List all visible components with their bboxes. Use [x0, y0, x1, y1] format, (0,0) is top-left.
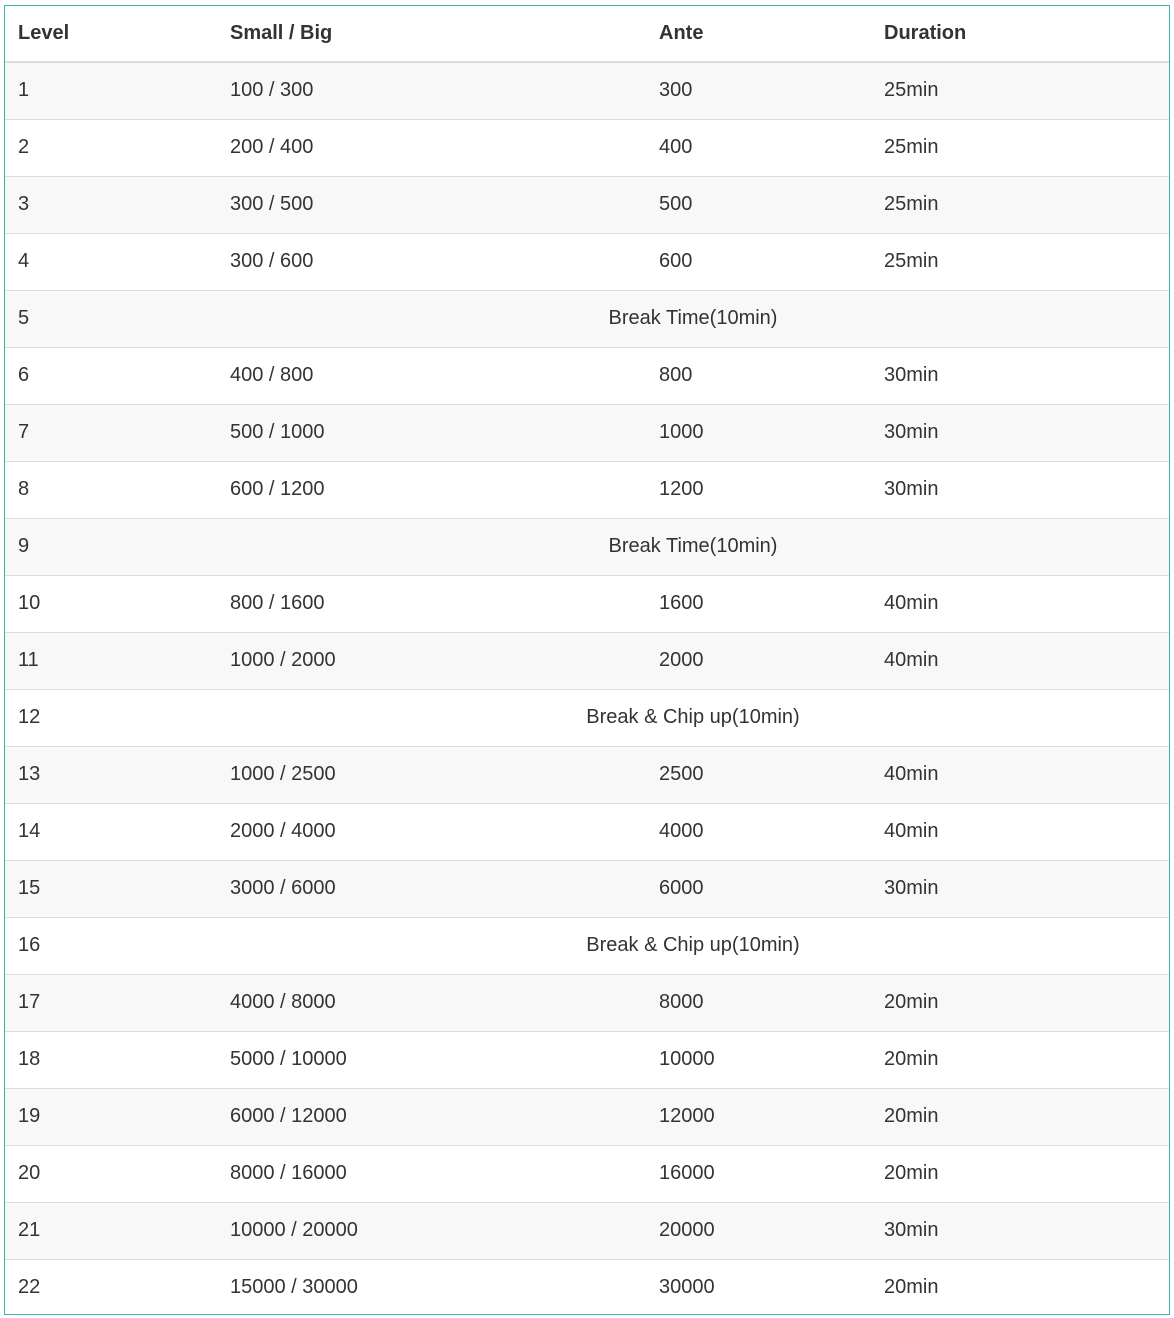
table-row [5, 974, 1169, 1031]
level-cell: 7 [18, 421, 30, 443]
ante-cell: 4000 [659, 820, 704, 842]
table-row [5, 860, 1169, 917]
blinds-cell: 1000 / 2000 [230, 649, 336, 671]
ante-cell: 1600 [659, 592, 704, 614]
duration-cell: 40min [884, 649, 939, 671]
duration-cell: 30min [884, 877, 939, 899]
table-row [5, 233, 1169, 290]
level-cell: 3 [18, 193, 30, 215]
table-header [5, 6, 1169, 62]
table-row [5, 1202, 1169, 1259]
level-cell: 16 [18, 934, 41, 956]
table-row [5, 1145, 1169, 1202]
blinds-cell: 300 / 600 [230, 250, 314, 272]
level-cell: 4 [18, 250, 30, 272]
blinds-cell: 400 / 800 [230, 364, 314, 386]
duration-cell: 20min [884, 1162, 939, 1184]
blinds-cell: 2000 / 4000 [230, 820, 336, 842]
duration-cell: 25min [884, 136, 939, 158]
break-row [5, 917, 1169, 974]
header-duration: Duration [871, 6, 1169, 62]
ante-cell: 8000 [659, 991, 704, 1013]
ante-cell: 6000 [659, 877, 704, 899]
duration-cell: 40min [884, 592, 939, 614]
blinds-cell: 500 / 1000 [230, 421, 325, 443]
level-cell: 14 [18, 820, 41, 842]
table-row [5, 347, 1169, 404]
header-small-big: Small / Big [217, 6, 646, 62]
table-row [5, 62, 1169, 119]
ante-cell: 800 [659, 364, 693, 386]
ante-cell: 16000 [659, 1162, 715, 1184]
blinds-cell: 200 / 400 [230, 136, 314, 158]
level-cell: 22 [18, 1276, 41, 1299]
ante-cell: 2000 [659, 649, 704, 671]
duration-cell: 20min [884, 1105, 939, 1127]
break-row [5, 689, 1169, 746]
blinds-cell: 800 / 1600 [230, 592, 325, 614]
ante-cell: 600 [659, 250, 693, 272]
table-row [5, 176, 1169, 233]
duration-cell: 25min [884, 79, 939, 102]
table-row [5, 1259, 1169, 1315]
blinds-cell: 3000 / 6000 [230, 877, 336, 899]
blinds-cell: 300 / 500 [230, 193, 314, 215]
break-label: Break & Chip up(10min) [586, 706, 800, 728]
break-label: Break Time(10min) [608, 535, 778, 557]
duration-cell: 25min [884, 250, 939, 272]
duration-cell: 30min [884, 364, 939, 386]
table-row [5, 119, 1169, 176]
table-row [5, 1031, 1169, 1088]
level-cell: 13 [18, 763, 41, 785]
ante-cell: 10000 [659, 1048, 715, 1070]
level-cell: 5 [18, 307, 30, 329]
ante-cell: 30000 [659, 1276, 715, 1299]
duration-cell: 40min [884, 820, 939, 842]
duration-cell: 20min [884, 1276, 939, 1299]
duration-cell: 25min [884, 193, 939, 215]
level-cell: 12 [18, 706, 41, 728]
level-cell: 2 [18, 136, 30, 158]
duration-cell: 30min [884, 421, 939, 443]
table-row [5, 632, 1169, 689]
duration-cell: 30min [884, 1219, 939, 1241]
blinds-cell: 5000 / 10000 [230, 1048, 347, 1070]
table-header-row [5, 6, 1169, 62]
ante-cell: 500 [659, 193, 693, 215]
blind-structure-table [5, 6, 1169, 1315]
level-cell: 8 [18, 478, 30, 500]
ante-cell: 300 [659, 79, 693, 102]
header-ante: Ante [646, 6, 871, 62]
blind-structure-table-container [4, 5, 1170, 1315]
ante-cell: 1000 [659, 421, 704, 443]
ante-cell: 1200 [659, 478, 704, 500]
level-cell: 18 [18, 1048, 41, 1070]
level-cell: 15 [18, 877, 41, 899]
blinds-cell: 4000 / 8000 [230, 991, 336, 1013]
level-cell: 10 [18, 592, 41, 614]
blinds-cell: 8000 / 16000 [230, 1162, 347, 1184]
table-row [5, 746, 1169, 803]
blinds-cell: 600 / 1200 [230, 478, 325, 500]
level-cell: 17 [18, 991, 41, 1013]
level-cell: 9 [18, 535, 30, 557]
blinds-cell: 100 / 300 [230, 79, 314, 102]
ante-cell: 20000 [659, 1219, 715, 1241]
table-row [5, 803, 1169, 860]
level-cell: 11 [18, 649, 39, 671]
table-body [5, 62, 1169, 1315]
level-cell: 19 [18, 1105, 41, 1127]
table-row [5, 461, 1169, 518]
table-row [5, 1088, 1169, 1145]
break-row [5, 290, 1169, 347]
blinds-cell: 15000 / 30000 [230, 1276, 358, 1299]
table-row [5, 575, 1169, 632]
level-cell: 20 [18, 1162, 41, 1184]
blinds-cell: 1000 / 2500 [230, 763, 336, 785]
table-row [5, 404, 1169, 461]
duration-cell: 20min [884, 991, 939, 1013]
ante-cell: 2500 [659, 763, 704, 785]
break-row [5, 518, 1169, 575]
break-label: Break Time(10min) [608, 307, 778, 329]
ante-cell: 12000 [659, 1105, 715, 1127]
duration-cell: 40min [884, 763, 939, 785]
ante-cell: 400 [659, 136, 693, 158]
header-level: Level [5, 6, 217, 62]
duration-cell: 20min [884, 1048, 939, 1070]
blinds-cell: 6000 / 12000 [230, 1105, 347, 1127]
duration-cell: 30min [884, 478, 939, 500]
blinds-cell: 10000 / 20000 [230, 1219, 358, 1241]
level-cell: 21 [18, 1219, 41, 1241]
level-cell: 6 [18, 364, 30, 386]
level-cell: 1 [18, 79, 30, 102]
break-label: Break & Chip up(10min) [586, 934, 800, 956]
